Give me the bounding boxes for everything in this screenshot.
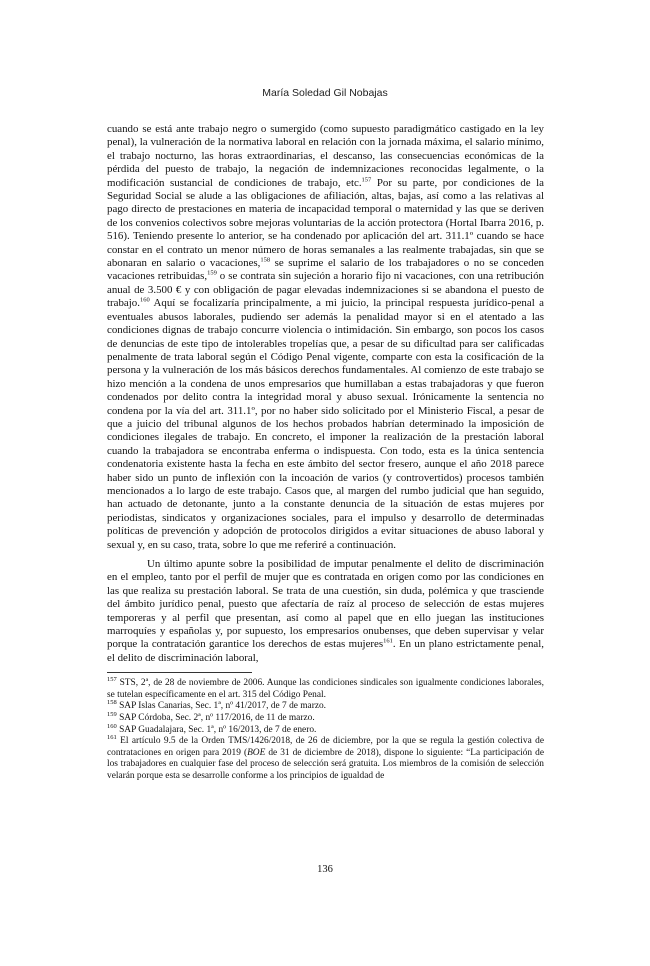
body-paragraph-1: cuando se está ante trabajo negro o sumergido (como supuesto paradigmático castigado en la ley penal), la vulneración de la normativa laboral en relación con la jornada máxima, el salario mínimo, el trabajo nocturno, las horas extraordinarias, el descanso, las consecuencias económicas de la pérdida del puesto de trabajo, la negación de indemnizaciones reconocidas legalmente, o la modificación sustancial de condiciones de trabajo, etc.$^{157}$ Por su parte, por condiciones de la Seguridad Social se alude a las obligaciones de afiliación, altas, bajas, así como a las relativas al pago directo de prestaciones en materia de incapacidad temporal o maternidad y las que se deriven de los convenios colectivos sobre mejoras voluntarias de la acción protectora (Hortal Ibarra 2016, p. 516). Teniendo presente lo anterior, se ha condenado por aplicación del art. 311.1º cuando se hace constar en el contrato un menor número de horas semanales a las realmente trabajadas, sin que se abonaran en salario o vacaciones,$^{158}$ se suprime el salario de los trabajadores o no se conceden vacaciones retribuidas,$^{159}$ o se contrata sin sujeción a horario fijo ni vacaciones, con una retribución anual de 3.500 € y con obligación de pagar elevadas indemnizaciones si se abandona el puesto de trabajo.$^{160}$ Aquí se focalizaría principalmente, a mi juicio, la principal respuesta jurídico-penal a eventuales abusos laborales, pudiendo ser además la penalidad mayor si en el atentado a las condiciones dignas de trabajo concurre violencia o intimidación. Sin embargo, son pocos los casos de denuncias de este tipo de intolerables tropelías que, a pesar de su dificultad para ser calificadas penalmente de trata laboral según el Código Penal vigente, comparte con esta la cosificación de la persona y la vulneración de los más básicos derechos fundamentales. Al comienzo de este trabajo se hizo mención a la condena de unos empresarios que humillaban a estas trabajadoras y que fueron condenados por delito contra la integridad moral y abuso sexual. Irónicamente la sentencia no condena por la vía del art. 311.1º, por no haber sido solicitado por el Ministerio Fiscal, a pesar de que a juicio del tribunal algunos de los hechos probados habrían determinado la imposición de condiciones ilegales de trabajo. En concreto, el imponer la realización de la prestación laboral cuando la trabajadora se encontraba enferma o indispuesta. Con todo, esta es la única sentencia condenatoria existente hasta la fecha en este ámbito del sector fresero, aunque el año 2018 parece haber sido un punto de inflexión con la incoación de varios (y controvertidos) procesos también mencionados a lo largo de este trabajo. Casos que, al margen del rumbo judicial que han seguido, han actuado de detonante, junto a la constante denuncia de la situación de estas mujeres por periodistas, sindicatos y organizaciones sociales, para el impulso y desarrollo de determinadas políticas de prevención y adopción de protocolos dirigidos a evitar situaciones de abuso laboral y sexual y, en su caso, trata, sobre lo que me referiré a continuación. [107,123,544,551]
footnote-158: $^{158}$ SAP Islas Canarias, Sec. 1ª, nº 41/2017, de 7 de marzo. [107,699,327,712]
footnote-ref-161[interactable]: 161 [383,637,393,645]
footnote-separator [107,672,252,673]
footnote-157: $^{157}$ STS, 2ª, de 28 de noviembre de 2006. Aunque las condiciones sindicales son igualmente condiciones laborales, se tutelan específicamente en el art. 315 del Código Penal. [107,676,544,700]
footnote-161: $^{161}$ El artículo 9.5 de la Orden TMS/1426/2018, de 26 de diciembre, por la que se regula la gestión colectiva de contrataciones en origen para 2019 (BOE de 31 de diciembre de 2018), dispone lo siguiente: “La participación de los trabajadores en cualquier fase del proceso de selección será gratuita. Los miembros de la comisión de selección velarán porque esta se desarrolle conforme a los principios de igualdad de [107,734,544,781]
footnote-ref-160[interactable]: 160 [139,296,150,304]
footnote-ref-159[interactable]: 159 [207,269,217,277]
body-paragraph-2: Un último apunte sobre la posibilidad de imputar penalmente el delito de discriminación en el empleo, tanto por el perfil de mujer que es contratada en origen como por las condiciones en las que realiza su prestación laboral. Se trata de una cuestión, sin duda, polémica y que trasciende del ámbito jurídico penal, puesto que afectaría de raíz al proceso de selección de estas mujeres temporeras y al perfil que presentan, así como al papel que en ello juegan las instituciones marroquíes y españolas y, por supuesto, los empresarios onubenses, que deben supervisar y velar porque la contratación garantice los derechos de estas mujeres$^{161}$. En un plano estrictamente penal, el delito de discriminación laboral, [107,558,544,664]
page-number: 136 [317,864,333,875]
page-content [107,123,544,783]
footnote-159: $^{159}$ SAP Córdoba, Sec. 2ª, nº 117/2016, de 11 de marzo. [107,710,315,724]
footnote-160: $^{160}$ SAP Guadalajara, Sec. 1ª, nº 16/2013, de 7 de enero. [107,722,317,735]
footnote-ref-158[interactable]: 158 [260,256,271,264]
footnote-ref-157[interactable]: 157 [361,176,372,183]
running-header: María Soledad Gil Nobajas [262,87,388,99]
